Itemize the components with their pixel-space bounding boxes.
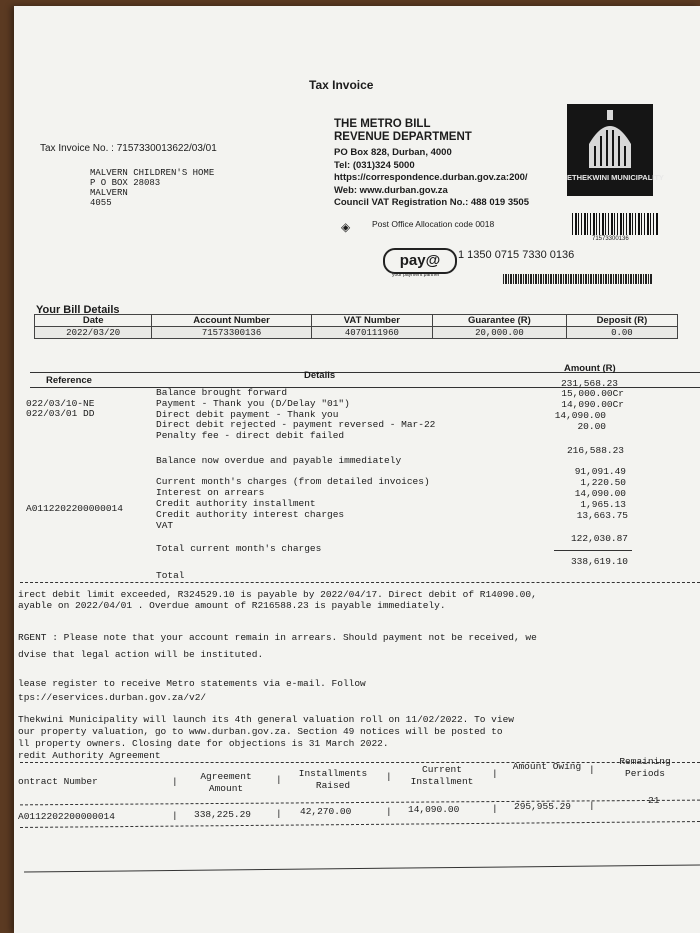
document-title: Tax Invoice [309, 78, 374, 92]
diamond-icon: ◈ [341, 220, 351, 234]
issuer-name [334, 118, 472, 144]
line-detail: Direct debit rejected - payment reversed - Mar-22 [156, 419, 436, 430]
ca-header-agreement: Agreement Amount [200, 771, 252, 794]
bill-header-row [35, 315, 678, 327]
bill-header-guarantee: Guarantee (R) [433, 315, 567, 327]
urgent-notice-line1: RGENT : Please note that your account remain in arrears. Should payment not be received, we [18, 632, 537, 643]
barcode-number: 71573300136 [592, 236, 629, 242]
line-detail: Interest on arrears [156, 487, 265, 498]
post-office-code: Post Office Allocation code 0018 [372, 219, 495, 229]
invoice-number: Tax Invoice No. : 7157330013622/03/01 [40, 143, 217, 154]
line-amount: 216,588.23 [566, 445, 624, 456]
bill-header-date: Date [35, 315, 152, 327]
ca-header-installments: Installments Raised [298, 768, 368, 791]
total-rule [554, 550, 632, 551]
bill-value-row [35, 327, 678, 339]
line-detail: Penalty fee - direct debit failed [156, 430, 345, 441]
issuer-tel: Tel: (031)324 5000 [334, 159, 415, 171]
bill-header-account: Account Number [152, 315, 311, 327]
line-amount: 1,965.13 [580, 499, 626, 510]
customer-name: MALVERN CHILDREN'S HOME [90, 168, 215, 178]
ca-header-remaining: Remaining Periods [619, 756, 671, 779]
ca-installments-raised: 42,270.00 [300, 806, 352, 817]
line-amount: 13,663.75 [576, 510, 628, 521]
details-header: Details [304, 370, 336, 381]
payat-tagline: your payment partner [392, 272, 440, 278]
line-reference: A0112202200000014 [26, 503, 123, 514]
line-amount: 1,220.50 [580, 477, 626, 488]
line-amount: 14,090.00 [554, 410, 606, 421]
ethekwini-logo [567, 104, 664, 196]
line-amount: 20.00 [577, 421, 606, 432]
divider [24, 864, 700, 872]
tax-invoice-page: Tax Invoice Tax Invoice No. : 7157330013622/03/01 MALVERN CHILDREN'S HOME P O BOX 28083 MALVERN 4055 THE METRO BILL REVENUE DEPARTMENT PO Box 828, Durban, 4000 Tel: (031)324 5000 https://correspondence.durban.gov.za:200/ Web: www.durban.gov.za Council VAT Registration No.: 488 019 3505 ETHEKWINI MUNICIPALITY 71573300136 ◈ Post Office Allocation code 0018 pay@ your payment partner 1 1350 0715 7330 0136 Your Bill Details Date Account Number VAT Number Guarantee (R) Deposit (R) 2022/03/20 71573300136 4070111960 20,000.00 0.00 Reference Details Amount (R) Balance brought forward 231,568.23 022/03/10-NE Payment - Thank you (D/Delay "01") 15,000.00Cr 022/03/01 DD Direct debit payment - Thank you 14,090.00Cr Direct debit rejected - payment reversed - Mar-22 14,090.00 Penalty fee - direct debit failed 20.00 Balance now overdue and payable immediately 216,588.23 Current month's charges (from detailed invoices) 91,091.49 Interest on arrears 1,220.50 A0112202200000014 Credit authority installment 14,090.00 Credit authority interest charges 1,965.13 VAT 13,663.75 Total current month's charges 122,030.87 Total 338,619.10 irect debit limit exceeded, R324529.10 is payable by 2022/04/17. Direct debit of R14090.00, ayable on 2022/04/01 . Overdue amount of R216588.23 is payable immediately. RGENT : Please note that your account remain in arrears. Should payment not be received, we dvise that legal action will be instituted. lease register to receive Metro statements via e-mail. Follow tps://eservices.durban.gov.za/v2/ Thekwini Municipality will launch its 4th general valuation roll on 11/02/2022. To view our property valuation, go to www.durban.gov.za. Section 49 notices will be posted to ll property owners. Closing date for objections is 31 March 2022. redit Authority Agreement ontract Number | Agreement Amount | Installments Raised | Current Installment | Amount Owing | Remaining Periods A0112202200000014 | 338,225.29 | 42,270.00 | 14,090.00 | 295,955.29 | 21 [14, 6, 700, 933]
issuer-name-line1: THE METRO BILL [334, 118, 431, 130]
city-hall-dome-icon [567, 104, 653, 174]
debit-notice-line1: irect debit limit exceeded, R324529.10 is payable by 2022/04/17. Direct debit of R14090.00, [18, 589, 537, 600]
total-label: Total [156, 570, 185, 581]
valuation-notice-line3: ll property owners. Closing date for objections is 31 March 2022. [18, 738, 389, 749]
line-amount: 15,000.00Cr [561, 388, 624, 399]
dashed-divider [20, 821, 700, 829]
payat-barcode [503, 274, 653, 284]
ca-header-current: Current Installment [410, 764, 474, 787]
line-amount: 122,030.87 [570, 533, 628, 544]
line-amount: 14,090.00 [574, 488, 626, 499]
valuation-notice-line2: our property valuation, go to www.durban.gov.za. Section 49 notices will be posted to [18, 726, 503, 737]
bill-date: 2022/03/20 [35, 327, 152, 339]
dashed-divider [20, 582, 700, 584]
line-detail: Direct debit payment - Thank you [156, 409, 339, 420]
line-reference: 022/03/10-NE [26, 398, 95, 409]
payat-number: 1 1350 0715 7330 0136 [458, 249, 575, 261]
register-notice-line2: tps://eservices.durban.gov.za/v2/ [18, 692, 207, 703]
issuer-contact [334, 147, 529, 210]
issuer-vat: Council VAT Registration No.: 488 019 3505 [334, 197, 529, 208]
ca-agreement-amount: 338,225.29 [194, 809, 252, 820]
ca-contract-number: A0112202200000014 [18, 811, 115, 822]
line-detail: Current month's charges (from detailed invoices) [156, 476, 430, 487]
logo-text: ETHEKWINI MUNICIPALITY [567, 173, 664, 182]
bill-header-deposit: Deposit (R) [566, 315, 677, 327]
dashed-divider [20, 800, 700, 807]
total-amount: 338,619.10 [570, 556, 628, 567]
bill-header-vat: VAT Number [311, 315, 432, 327]
line-detail: Balance now overdue and payable immediately [156, 455, 402, 466]
issuer-name-line2: REVENUE DEPARTMENT [334, 131, 472, 143]
ca-amount-owing: 295,955.29 [514, 801, 572, 812]
barcode [572, 213, 658, 235]
bill-deposit: 0.00 [566, 327, 677, 339]
amount-header: Amount (R) [564, 363, 616, 374]
issuer-box: PO Box 828, Durban, 4000 [334, 147, 452, 158]
line-detail: VAT [156, 520, 174, 531]
ca-header-contract: ontract Number [18, 776, 98, 787]
issuer-correspondence: https://correspondence.durban.gov.za:200/ [334, 172, 528, 183]
ca-remaining-periods: 21 [648, 795, 660, 806]
issuer-web: Web: www.durban.gov.za [334, 184, 448, 196]
ca-current-installment: 14,090.00 [408, 804, 460, 815]
customer-address [90, 168, 214, 208]
line-amount: 91,091.49 [574, 466, 626, 477]
line-amount: 231,568.23 [560, 378, 618, 389]
dashed-divider [20, 762, 700, 764]
ca-header-owing: Amount Owing [512, 761, 582, 772]
bill-details-heading: Your Bill Details [36, 304, 120, 316]
urgent-notice-line2: dvise that legal action will be instituted. [18, 649, 264, 660]
line-amount: 14,090.00Cr [561, 399, 624, 410]
line-detail: Payment - Thank you (D/Delay "01") [156, 398, 350, 409]
line-detail: Total current month's charges [156, 543, 322, 554]
line-reference: 022/03/01 DD [26, 408, 95, 419]
reference-header: Reference [46, 375, 92, 386]
bill-details-table [34, 314, 678, 339]
line-detail: Credit authority installment [156, 498, 316, 509]
customer-box: P O BOX 28083 [90, 178, 161, 188]
line-detail: Credit authority interest charges [156, 509, 345, 520]
credit-agreement-title: redit Authority Agreement [18, 750, 161, 761]
register-notice-line1: lease register to receive Metro statements via e-mail. Follow [18, 678, 366, 689]
customer-town: MALVERN [90, 188, 128, 198]
bill-account-number: 71573300136 [152, 327, 311, 339]
customer-code: 4055 [90, 198, 112, 208]
debit-notice-line2: ayable on 2022/04/01 . Overdue amount of R216588.23 is payable immediately. [18, 600, 446, 611]
bill-guarantee: 20,000.00 [433, 327, 567, 339]
payat-logo: pay@ [383, 248, 457, 274]
line-detail: Balance brought forward [156, 387, 288, 398]
valuation-notice-line1: Thekwini Municipality will launch its 4th general valuation roll on 11/02/2022. To view [18, 714, 514, 725]
bill-vat-number: 4070111960 [311, 327, 432, 339]
